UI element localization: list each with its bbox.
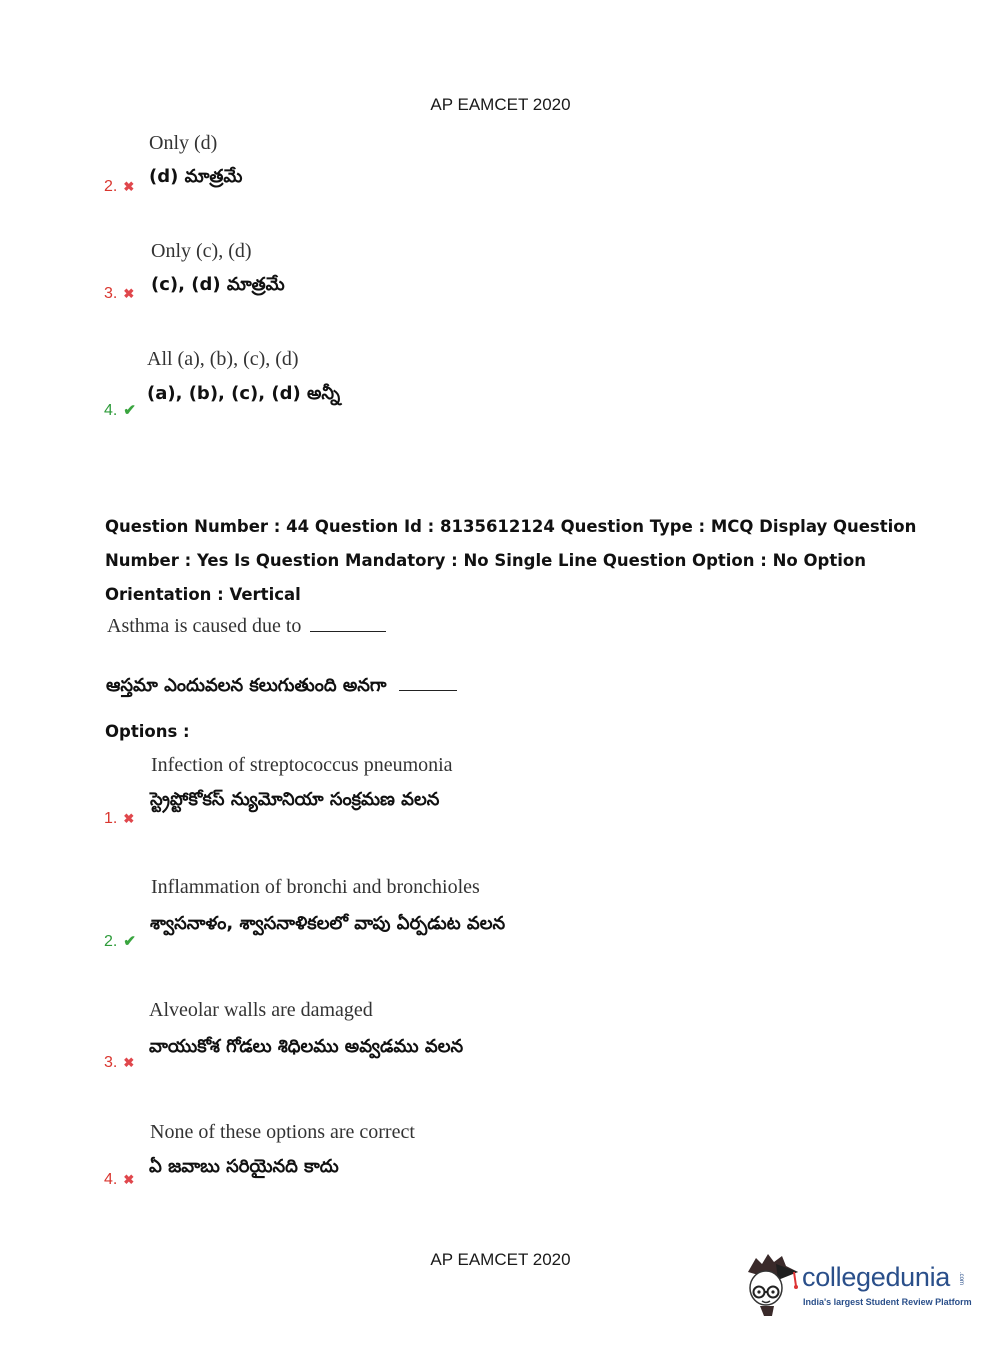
prev-option-2-te: (d) మాత్రమే xyxy=(149,166,243,187)
option-number-label: 4. xyxy=(104,402,118,419)
question-meta-line-1: Question Number : 44 Question Id : 8135612124 Question Type : MCQ Display Question xyxy=(105,517,917,536)
question-text-te xyxy=(106,675,457,700)
option-3-en: Alveolar walls are damaged xyxy=(149,999,373,1021)
prev-option-4-te: (a), (b), (c), (d) అన్నీ xyxy=(147,383,341,404)
prev-option-3-number xyxy=(104,285,134,303)
collegedunia-tagline: India's largest Student Review Platform xyxy=(803,1297,972,1307)
option-number-label: 2. xyxy=(104,933,118,950)
cross-icon: ✖ xyxy=(123,1055,135,1070)
prev-option-4-number xyxy=(104,401,136,420)
prev-option-2-en: Only (d) xyxy=(149,132,218,154)
option-2-number xyxy=(104,932,136,951)
answer-blank xyxy=(310,631,386,632)
collegedunia-mascot-icon xyxy=(742,1250,800,1316)
prev-option-3-en: Only (c), (d) xyxy=(151,240,252,262)
cross-icon: ✖ xyxy=(123,286,135,301)
question-text-en-label: Asthma is caused due to xyxy=(107,615,302,637)
option-1-te: స్ట్రెప్టోకోకస్ న్యుమోనియా సంక్రమణ వలన xyxy=(150,789,440,810)
prev-option-3-te: (c), (d) మాత్రమే xyxy=(151,274,285,295)
option-number-label: 4. xyxy=(104,1171,118,1188)
option-3-te: వాయుకోశ గోడలు శిధిలము అవ్వడము వలన xyxy=(149,1036,464,1057)
cross-icon: ✖ xyxy=(123,179,135,194)
checkmark-icon: ✔ xyxy=(123,933,136,950)
option-3-number xyxy=(104,1054,134,1072)
option-number-label: 1. xyxy=(104,810,118,827)
checkmark-icon: ✔ xyxy=(123,402,136,419)
option-4-en: None of these options are correct xyxy=(150,1121,415,1143)
option-1-en: Infection of streptococcus pneumonia xyxy=(151,754,453,776)
question-text-te-label: ఆస్తమా ఎందువలన కలుగుతుంది అనగా xyxy=(106,675,387,696)
option-4-te: ఏ జవాబు సరియైనది కాదు xyxy=(149,1156,339,1177)
page-header: AP EAMCET 2020 xyxy=(430,95,571,114)
question-meta-line-3: Orientation : Vertical xyxy=(105,585,301,604)
option-number-label: 3. xyxy=(104,285,118,302)
option-2-te: శ్వాసనాళం, శ్వాసనాళికలలో వాపు ఏర్పడుట వలన xyxy=(150,913,506,934)
cross-icon: ✖ xyxy=(123,1172,135,1187)
option-1-number xyxy=(104,810,134,828)
prev-option-4-en: All (a), (b), (c), (d) xyxy=(147,348,299,370)
option-number-label: 2. xyxy=(104,178,118,195)
option-2-en: Inflammation of bronchi and bronchioles xyxy=(151,876,480,898)
collegedunia-domain-suffix: .com xyxy=(958,1272,964,1286)
options-label: Options : xyxy=(105,722,190,741)
cross-icon: ✖ xyxy=(123,811,135,826)
answer-blank xyxy=(399,690,457,691)
question-text-en xyxy=(107,615,386,638)
prev-option-2-number xyxy=(104,178,134,196)
collegedunia-wordmark: collegedunia xyxy=(802,1262,951,1292)
question-meta-line-2: Number : Yes Is Question Mandatory : No Single Line Question Option : No Option xyxy=(105,551,866,570)
option-number-label: 3. xyxy=(104,1054,118,1071)
option-4-number xyxy=(104,1171,134,1189)
page-footer: AP EAMCET 2020 xyxy=(430,1250,571,1269)
